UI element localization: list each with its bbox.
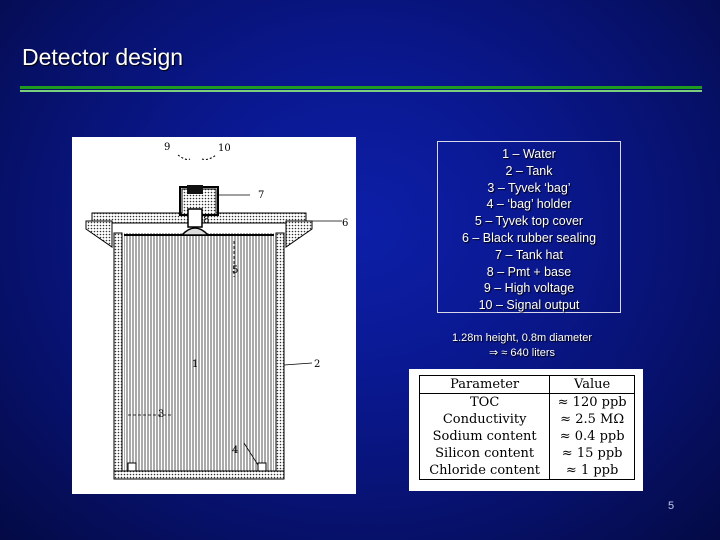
tank-dimensions [412,331,632,361]
slide-title: Detector design [22,44,184,70]
table-header-row [420,376,635,394]
legend-item-water: 1 – Water [502,147,556,161]
callout-1: 1 [192,359,199,370]
dimensions-volume: ⇒ ≈ 640 liters [489,347,555,359]
column-header-value: Value [550,376,635,394]
callout-3: 3 [158,409,165,420]
parameter-value: ≈ 1 ppb [550,462,635,480]
pmt-base [188,209,202,227]
parameter-value: ≈ 0.4 ppb [550,428,635,445]
parameter-name: TOC [420,394,550,412]
parameter-value: ≈ 15 ppb [550,445,635,462]
table-row [420,394,635,412]
parameter-name: Conductivity [420,411,550,428]
callout-4: 4 [232,445,239,456]
detector-diagram [72,137,356,494]
water-parameters-panel [409,369,643,491]
rubber-sealing-right [286,221,312,247]
parameter-value: ≈ 120 ppb [550,394,635,412]
legend-item-pmt-base: 8 – Pmt + base [486,264,572,279]
tank-wall-left [114,233,122,479]
detector-schematic [72,137,356,494]
water-parameters-table [419,375,635,480]
callout-6: 6 [342,218,349,229]
rubber-sealing-left [86,221,112,247]
legend-item-signal-output: 10 – Signal output [478,298,580,313]
tank-bottom [114,471,284,479]
dimensions-size: 1.28m height, 0.8m diameter [451,332,593,344]
hat-connector [187,185,203,194]
page-number: 5 [668,500,675,512]
legend-item-tank: 2 – Tank [505,163,553,178]
callout-10: 10 [218,143,231,154]
pmt-dome [182,228,208,235]
callout-8: 8 [203,215,210,226]
callout-9: 9 [164,142,171,153]
table-row [420,445,635,462]
legend-item-bag-holder: 4 – ‘bag’ holder [486,197,572,212]
parts-legend [437,141,621,313]
parameter-name: Chloride content [420,462,550,480]
table-row [420,411,635,428]
callout-2: 2 [314,359,321,370]
legend-item-rubber-sealing: 6 – Black rubber sealing [461,230,597,245]
column-header-parameter: Parameter [420,376,550,394]
callout-5: 5 [232,265,239,276]
parameter-name: Sodium content [420,428,550,445]
water-volume [124,233,274,471]
legend-item-tyvek-bag: 3 – Tyvek ‘bag’ [487,180,571,195]
legend-item-tyvek-top-cover: 5 – Tyvek top cover [474,214,584,229]
title-underline-light [20,90,702,92]
legend-item-high-voltage: 9 – High voltage [483,281,575,296]
callout-7: 7 [258,190,265,201]
parameter-name: Silicon content [420,445,550,462]
title-underline-dark [20,86,702,89]
table-row [420,428,635,445]
parameter-value: ≈ 2.5 MΩ [550,411,635,428]
legend-item-tank-hat: 7 – Tank hat [495,247,563,262]
table-row [420,462,635,480]
tank-wall-right [276,233,284,479]
